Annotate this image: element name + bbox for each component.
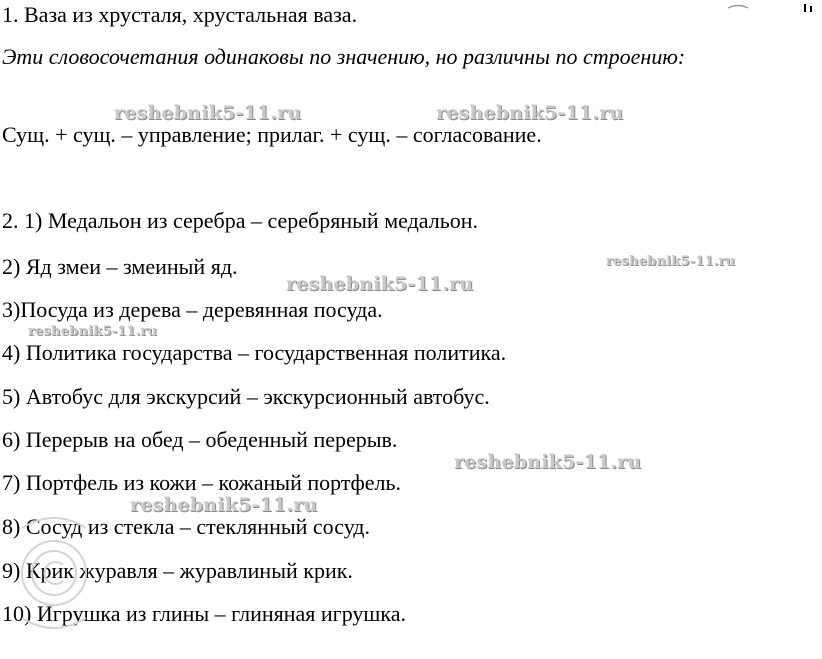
list-item-2: 2) Яд змеи – змеиный яд. xyxy=(2,254,238,279)
list-item-9: 9) Крик журавля – журавлиный крик. xyxy=(2,558,353,583)
copyright-seal-icon xyxy=(14,498,124,648)
watermark-text: reshebnik5-11.ru xyxy=(130,494,318,516)
watermark-text: reshebnik5-11.ru xyxy=(28,324,158,339)
watermark-text: reshebnik5-11.ru xyxy=(454,451,642,473)
list-item-5: 5) Автобус для экскурсий – экскурсионный автобус. xyxy=(2,384,490,409)
corner-stamp-icon xyxy=(718,0,818,14)
list-item-1: 2. 1) Медальон из серебра – серебряный медальон. xyxy=(2,208,479,233)
list-item-10: 10) Игрушка из глины – глиняная игрушка. xyxy=(2,601,406,626)
list-item-7: 7) Портфель из кожи – кожаный портфель. xyxy=(2,470,401,495)
answer-line-1: 1. Ваза из хрусталя, хрустальная ваза. xyxy=(2,2,358,27)
list-item-8: 8) Сосуд из стекла – стеклянный сосуд. xyxy=(2,514,370,539)
watermark-text: reshebnik5-11.ru xyxy=(606,254,736,269)
list-item-4: 4) Политика государства – государственная политика. xyxy=(2,340,507,365)
answer-line-structure: Сущ. + сущ. – управление; прилаг. + сущ. – согласование. xyxy=(2,122,542,147)
italic-explanation: Эти словосочетания одинаковы по значению, но различны по строению: xyxy=(2,44,686,69)
watermark-text: reshebnik5-11.ru xyxy=(114,102,302,124)
list-item-6: 6) Перерыв на обед – обеденный перерыв. xyxy=(2,427,398,452)
watermark-text: reshebnik5-11.ru xyxy=(436,102,624,124)
list-item-3: 3)Посуда из дерева – деревянная посуда. xyxy=(2,297,383,322)
watermark-text: reshebnik5-11.ru xyxy=(286,273,474,295)
